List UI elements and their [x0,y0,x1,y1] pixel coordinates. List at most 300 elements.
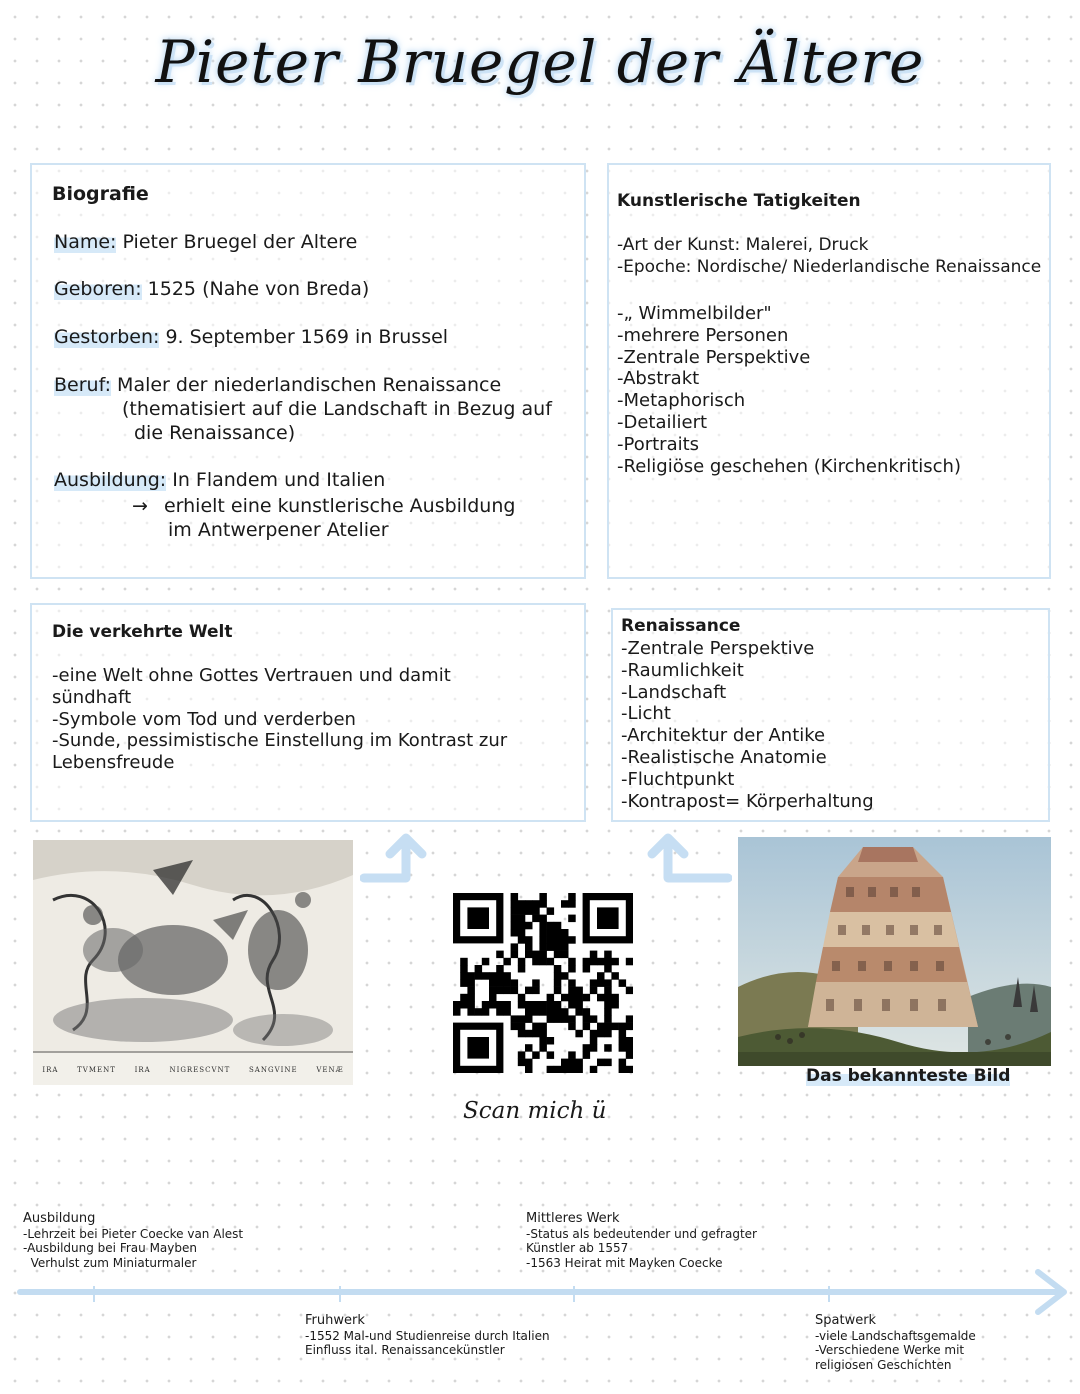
qr-module [525,1044,533,1052]
qr-module [611,958,619,966]
engraving-word: NIGRESCVNT [169,1066,231,1074]
qr-module [532,915,540,923]
qr-module [590,1066,598,1073]
arrow-up-right-icon [640,832,732,888]
qr-module [532,900,540,908]
qr-module [575,1030,583,1038]
engraving-image [33,840,353,1085]
qr-module [626,1051,633,1059]
qr-module [503,958,511,966]
qr-module [496,1008,504,1016]
timeline-heading: Fruhwerk [305,1313,365,1328]
education-label: Ausbildung: [54,469,167,491]
qr-module [604,1030,612,1038]
timeline-ausbildung [23,1212,243,1270]
qr-module [518,1030,526,1038]
timeline-axis [14,1266,1074,1318]
qr-module [619,1030,627,1038]
qr-module [511,1015,518,1023]
qr-module [554,922,562,930]
qr-module [575,987,583,995]
qr-module [554,972,562,980]
qr-module [532,1051,540,1059]
qr-module [583,965,591,973]
qr-module [511,1023,518,1031]
world-card [30,603,586,822]
qr-module [554,1008,562,1016]
qr-module [460,1001,468,1009]
qr-module [575,1008,583,1016]
activities-list-b [617,303,961,477]
qr-module [604,987,612,995]
job-line-3: die Renaissance) [134,422,296,444]
qr-module [547,907,555,915]
qr-module [561,1008,569,1016]
qr-module [489,972,497,980]
qr-module [597,958,605,966]
renaissance-heading: Renaissance [621,616,741,636]
timeline-line: Einfluss ital. Renaissancekünstler [305,1343,505,1357]
qr-module [583,1051,591,1059]
timeline-line: -Ausbildung bei Frau Mayben [23,1241,197,1255]
qr-module [460,958,468,966]
qr-module [532,987,540,995]
world-heading: Die verkehrte Welt [52,622,233,642]
born-value: 1525 (Nahe von Breda) [147,278,370,300]
list-item: Lebensfreude [52,752,175,774]
qr-code[interactable] [453,893,633,1073]
qr-module [503,1008,511,1016]
qr-module [532,1030,540,1038]
qr-module [575,1001,583,1009]
qr-module [539,929,547,937]
qr-module [453,1008,461,1016]
biography-heading: Biografie [52,183,149,205]
qr-module [525,1030,533,1038]
qr-module [611,994,619,1002]
qr-module [482,1008,490,1016]
qr-module [604,979,612,987]
qr-module [525,1001,533,1009]
list-item: -Sunde, pessimistische Einstellung im Kontrast zur [52,730,508,752]
qr-module [532,1023,540,1031]
painting-illustration [738,837,1051,1066]
timeline-heading: Mittleres Werk [526,1211,620,1226]
qr-module [568,965,576,973]
qr-module [554,1001,562,1009]
qr-module [518,907,526,915]
list-item: -Abstrakt [617,368,700,390]
qr-module [518,900,526,908]
qr-module [518,994,526,1002]
list-item: -Zentrale Perspektive [621,638,815,659]
qr-module [467,987,475,995]
qr-module [539,1008,547,1016]
qr-module [597,972,605,980]
list-item: -Licht [621,703,671,725]
qr-module [460,965,468,973]
qr-module [561,936,569,944]
qr-module [583,1015,591,1023]
list-item: -mehrere Personen [617,324,789,346]
qr-module [503,972,511,980]
job-row [54,373,501,398]
qr-module [611,1001,619,1009]
qr-module [496,1001,504,1009]
qr-module [539,958,547,966]
qr-finder-pattern [597,907,619,929]
qr-module [547,994,555,1002]
qr-module [496,965,504,973]
qr-module [503,987,511,995]
qr-module [568,1001,576,1009]
qr-module [590,958,598,966]
qr-module [460,972,468,980]
qr-module [518,965,526,973]
qr-module [518,915,526,923]
qr-module [547,1066,555,1073]
qr-module [511,893,518,901]
qr-module [554,936,562,944]
qr-module [611,1023,619,1031]
qr-module [604,1001,612,1009]
list-item: -Religiöse geschehen (Kirchenkritisch) [617,455,961,477]
timeline-fruhwerk [305,1314,550,1358]
timeline-line: -Lehrzeit bei Pieter Coecke van Alest [23,1226,244,1241]
qr-module [547,936,555,944]
qr-module [475,1008,483,1016]
qr-module [532,1001,540,1009]
qr-module [539,900,547,908]
qr-module [554,1066,562,1073]
qr-module [626,987,633,995]
qr-module [619,1023,627,1031]
qr-module [590,1030,598,1038]
died-row [54,325,448,350]
qr-module [561,972,569,980]
qr-module [547,1015,555,1023]
qr-module [539,1001,547,1009]
qr-module [467,972,475,980]
qr-module [482,972,490,980]
qr-module [525,907,533,915]
qr-module [547,958,555,966]
engraving-word: TVMENT [77,1066,116,1074]
qr-module [597,1030,605,1038]
activities-list-a [617,235,1041,279]
qr-module [467,994,475,1002]
qr-module [561,943,569,951]
qr-module [518,936,526,944]
qr-module [539,951,547,959]
qr-module [554,943,562,951]
qr-module [525,943,533,951]
qr-module [626,1066,633,1073]
qr-module [482,1001,490,1009]
qr-module [532,1008,540,1016]
qr-module [496,972,504,980]
qr-module [547,929,555,937]
qr-finder-pattern [467,907,489,929]
qr-module [568,958,576,966]
died-value: 9. September 1569 in Brussel [165,326,449,348]
timeline-heading: Spatwerk [815,1313,877,1328]
qr-module [554,929,562,937]
qr-module [604,1044,612,1052]
qr-module [518,1023,526,1031]
list-item: -Realistische Anatomie [621,746,827,768]
timeline-spatwerk [815,1314,976,1372]
name-label: Name: [54,231,117,253]
qr-module [597,1059,605,1067]
qr-module [525,1059,533,1067]
qr-finder-pattern [467,1037,489,1059]
name-row [54,230,357,255]
list-item: -Portraits [617,433,700,455]
qr-module [619,979,627,987]
engraving-word: SANGVINE [249,1066,298,1074]
qr-module [525,1015,533,1023]
qr-module [568,900,576,908]
qr-module [597,994,605,1002]
qr-module [460,979,468,987]
list-item: -Art der Kunst: Malerei, Druck [617,235,869,255]
qr-module [561,994,569,1002]
education-row [54,468,385,493]
job-line-1: Maler der niederlandischen Renaissance [117,374,502,396]
engraving-word: IRA [42,1066,59,1074]
arrow-up-left-icon [360,832,440,888]
qr-module [496,987,504,995]
list-item: -„ Wimmelbilder" [617,303,772,324]
qr-module [568,994,576,1002]
qr-module [518,1015,526,1023]
born-row [54,277,369,302]
qr-module [525,900,533,908]
list-item: -Epoche: Nordische/ Niederlandische Renaissance [617,256,1042,277]
qr-module [511,907,518,915]
qr-module [511,915,518,923]
list-item: sündhaft [52,686,132,708]
qr-module [547,943,555,951]
education-detail-row [132,494,515,519]
qr-module [503,979,511,987]
qr-module [532,979,540,987]
qr-module [489,1001,497,1009]
qr-module [518,1051,526,1059]
qr-module [511,900,518,908]
qr-module [554,965,562,973]
qr-module [511,922,518,930]
qr-module [511,979,518,987]
qr-module [539,915,547,923]
qr-module [532,951,540,959]
list-item: -Landschaft [621,681,727,703]
qr-module [568,893,576,901]
qr-module [525,951,533,959]
qr-module [518,929,526,937]
qr-module [626,1023,633,1031]
qr-module [626,1015,633,1023]
qr-module [575,1059,583,1067]
qr-module [583,1023,591,1031]
qr-module [489,994,497,1002]
qr-module [547,922,555,930]
qr-module [568,936,576,944]
qr-module [539,1044,547,1052]
qr-module [518,1059,526,1067]
qr-module [626,1044,633,1052]
qr-module [597,979,605,987]
qr-module [583,958,591,966]
list-item: -Symbole vom Tod und verderben [52,708,356,730]
qr-module [547,1008,555,1016]
qr-module [583,994,591,1002]
qr-module [453,1001,461,1009]
qr-module [511,951,518,959]
qr-module [475,972,483,980]
timeline-line: -1552 Mal-und Studienreise durch Italien [305,1328,550,1343]
engraving-word: VENÆ [316,1066,344,1074]
qr-module [496,979,504,987]
qr-module [539,1023,547,1031]
qr-module [568,979,576,987]
qr-module [561,900,569,908]
name-value: Pieter Bruegel der Altere [122,231,358,253]
qr-module [518,1001,526,1009]
timeline-heading: Ausbildung [23,1211,96,1226]
tower-of-babel-painting [738,837,1051,1066]
education-detail-2: im Antwerpener Atelier [168,519,389,541]
qr-module [539,936,547,944]
qr-module [619,1044,627,1052]
renaissance-list [621,638,874,812]
died-label: Gestorben: [54,326,160,348]
list-item: -Zentrale Perspektive [617,346,811,368]
qr-module [467,979,475,987]
timeline-line: religiosen Geschichten [815,1357,952,1372]
world-list [52,665,507,774]
qr-module [604,951,612,959]
education-detail-1: erhielt eine kunstlerische Ausbildung [163,495,516,517]
list-item: -Raumlichkeit [621,659,744,681]
qr-module [590,1015,598,1023]
qr-module [575,1066,583,1073]
qr-module [590,979,598,987]
qr-module [467,1008,475,1016]
qr-module [554,979,562,987]
qr-module [568,1051,576,1059]
qr-module [583,1008,591,1016]
qr-module [604,958,612,966]
qr-module [604,965,612,973]
qr-module [547,1037,555,1045]
qr-module [583,1044,591,1052]
qr-module [619,1059,627,1067]
timeline-mittleres-werk [526,1212,757,1270]
qr-module [561,1015,569,1023]
qr-module [532,907,540,915]
born-label: Geboren: [54,278,142,300]
qr-module [590,1037,598,1045]
scan-me-label: Scan mich ü [463,1098,607,1124]
qr-module [561,929,569,937]
activities-card [607,163,1051,579]
timeline-line: -Status als bedeutender und gefragter [526,1226,757,1241]
qr-module [590,951,598,959]
qr-module [604,1059,612,1067]
qr-module [575,994,583,1002]
qr-module [518,922,526,930]
qr-module [619,1037,627,1045]
qr-module [539,943,547,951]
list-item: -eine Welt ohne Gottes Vertrauen und damit [52,665,451,686]
qr-module [547,1001,555,1009]
qr-module [626,958,633,966]
qr-module [611,972,619,980]
qr-module [539,922,547,930]
qr-module [482,958,490,966]
qr-module [604,994,612,1002]
qr-module [532,958,540,966]
qr-module [561,1059,569,1067]
page-title: Pieter Bruegel der Ältere [155,28,925,96]
list-item: -Architektur der Antike [621,725,826,747]
qr-module [539,893,547,901]
timeline-line: Verhulst zum Miniaturmaler [23,1255,197,1270]
qr-module [554,951,562,959]
qr-module [590,987,598,995]
qr-module [525,936,533,944]
qr-module [467,1001,475,1009]
qr-module [561,1066,569,1073]
qr-module [547,1051,555,1059]
qr-module [619,1066,627,1073]
renaissance-card [611,608,1050,822]
arrow-right-icon: → [132,495,148,517]
qr-module [597,1023,605,1031]
qr-module [525,922,533,930]
qr-module [496,951,504,959]
qr-module [511,987,518,995]
qr-module [539,1030,547,1038]
list-item: -Detailiert [617,411,708,433]
qr-module [489,979,497,987]
engraving-illustration [33,840,353,1085]
qr-module [568,1066,576,1073]
qr-module [561,951,569,959]
qr-module [503,1001,511,1009]
qr-module [525,987,533,995]
qr-module [460,994,468,1002]
job-label: Beruf: [54,374,111,396]
list-item: -Fluchtpunkt [621,768,735,790]
list-item: -Metaphorisch [617,390,746,412]
qr-module [568,987,576,995]
qr-module [604,1008,612,1016]
qr-module [518,958,526,966]
qr-module [475,965,483,973]
qr-module [525,1008,533,1016]
job-line-2: (thematisiert auf die Landschaft in Bezug auf [122,398,552,420]
qr-module [568,1023,576,1031]
painting-caption: Das bekannteste Bild [806,1066,1011,1086]
list-item: -Kontrapost= Körperhaltung [621,790,874,812]
qr-module [525,1066,533,1073]
education-value: In Flandem und Italien [172,469,386,491]
timeline-line: -viele Landschaftsgemalde [815,1328,976,1343]
qr-module [511,943,518,951]
